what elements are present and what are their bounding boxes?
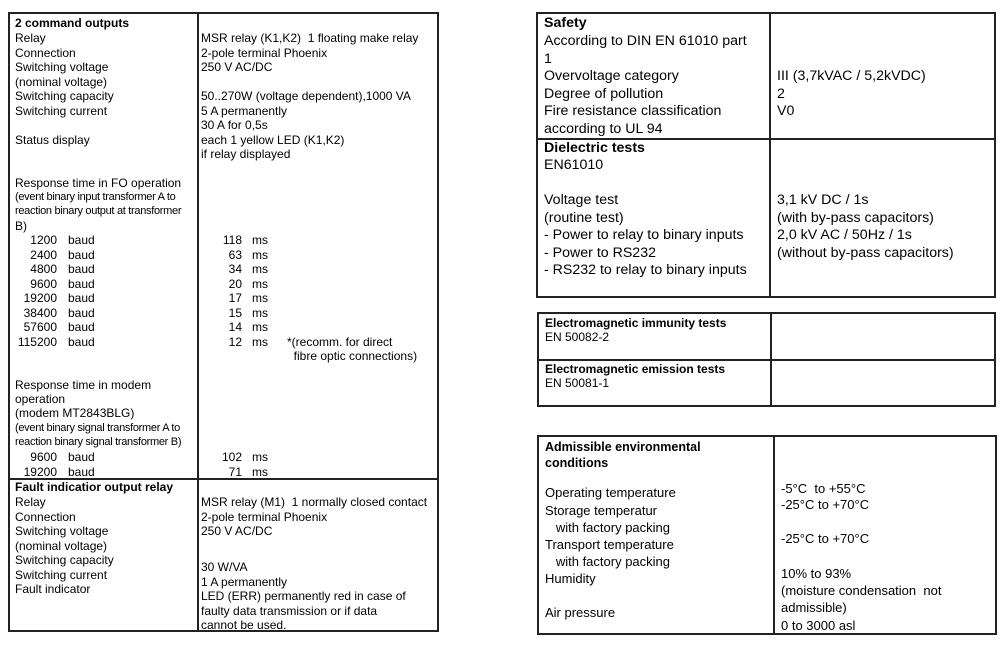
time-unit: ms	[252, 247, 268, 262]
spec-value: cannot be used.	[201, 618, 287, 632]
modem-response-heading-1: Response time in modem	[15, 378, 152, 392]
spec-label: Degree of pollution	[544, 85, 664, 102]
time-unit: ms	[252, 233, 268, 247]
baud-rate: 57600	[23, 320, 57, 334]
baud-row	[15, 262, 282, 277]
em-emission-heading: Electromagnetic emission tests	[545, 362, 726, 376]
response-time: 17	[228, 291, 242, 305]
spec-label: Relay	[15, 495, 46, 509]
spec-value: III (3,7kVAC / 5,2kVDC)	[777, 68, 926, 84]
spec-value: LED (ERR) permanently red in case of	[201, 589, 406, 603]
baud-rate: 4800	[30, 262, 57, 276]
section-heading-dielectric: Dielectric tests	[544, 140, 645, 156]
spec-label: (nominal voltage)	[15, 538, 108, 553]
row-divider	[539, 359, 994, 361]
response-time: 14	[228, 320, 242, 334]
spec-value: 30 A for 0,5s	[201, 118, 268, 132]
column-divider	[769, 14, 771, 296]
baud-rate: 19200	[23, 464, 57, 479]
response-time: 118	[222, 233, 242, 247]
baud-rate: 9600	[30, 276, 57, 291]
time-unit: ms	[252, 334, 268, 349]
spec-label: - Power to relay to binary inputs	[544, 227, 744, 243]
modem-response-note-2: reaction binary signal transformer B)	[15, 436, 182, 448]
baud-rate: 19200	[23, 291, 57, 305]
spec-value: 250 V AC/DC	[201, 524, 273, 538]
env-heading-2: conditions	[545, 456, 609, 470]
em-immunity-heading: Electromagnetic immunity tests	[545, 316, 727, 330]
response-time: 34	[228, 262, 242, 276]
spec-label: according to UL 94	[544, 120, 663, 137]
baud-rate: 2400	[30, 247, 57, 262]
fo-footnote-2: fibre optic connections)	[287, 349, 418, 363]
spec-value: 0 to 3000 asl	[781, 618, 856, 633]
spec-value: MSR relay (M1) 1 normally closed contact	[201, 495, 428, 509]
spec-value: 2-pole terminal Phoenix	[201, 45, 328, 60]
baud-rate: 9600	[30, 450, 57, 464]
spec-label: 1	[544, 50, 552, 67]
response-time: 63	[228, 247, 242, 262]
response-time: 15	[228, 305, 242, 320]
baud-unit: baud	[68, 305, 95, 320]
spec-value: V0	[777, 103, 795, 119]
baud-unit: baud	[68, 233, 95, 247]
em-immunity-standard: EN 50082-2	[545, 330, 610, 344]
spec-value: -25°C to +70°C	[781, 531, 870, 546]
spec-value: 5 A permanently	[201, 103, 288, 118]
spec-value: 2	[777, 85, 785, 102]
baud-rate: 38400	[23, 305, 57, 320]
spec-value: 10% to 93%	[781, 566, 852, 581]
time-unit: ms	[252, 291, 268, 305]
section-heading-command-outputs: 2 command outputs	[15, 16, 130, 30]
response-time: 20	[228, 276, 242, 291]
baud-unit: baud	[68, 276, 95, 291]
baud-row	[15, 306, 282, 321]
time-unit: ms	[252, 450, 268, 464]
spec-value: (with by-pass capacitors)	[777, 209, 934, 226]
spec-label: Switching voltage	[15, 524, 109, 538]
response-time: 102	[221, 450, 242, 464]
spec-label: Humidity	[545, 571, 596, 586]
em-emission-standard: EN 50081-1	[545, 376, 610, 390]
modem-response-note-1: (event binary signal transformer A to	[15, 422, 180, 434]
spec-label: Switching capacity	[15, 553, 114, 567]
baud-row	[15, 248, 282, 263]
modem-response-heading-3: (modem MT2843BLG)	[15, 406, 135, 420]
dielectric-standard: EN61010	[544, 157, 604, 173]
spec-label: (nominal voltage)	[15, 74, 108, 89]
spec-label: Switching current	[15, 567, 108, 582]
fo-response-note-3: B)	[15, 219, 27, 233]
spec-label: Switching voltage	[15, 60, 109, 74]
spec-label: Relay	[15, 31, 46, 45]
spec-value: 1 A permanently	[201, 574, 288, 589]
spec-value: (without by-pass capacitors)	[777, 244, 954, 261]
spec-label: According to DIN EN 61010 part	[544, 33, 747, 49]
spec-label: Switching current	[15, 103, 108, 118]
baud-unit: baud	[68, 464, 95, 479]
fo-response-note-1: (event binary input transformer A to	[15, 191, 176, 203]
baud-unit: baud	[68, 320, 95, 334]
spec-label: (routine test)	[544, 209, 624, 226]
spec-value: (moisture condensation not	[781, 583, 942, 598]
response-time: 71	[228, 464, 242, 479]
time-unit: ms	[252, 305, 268, 320]
spec-label: Overvoltage category	[544, 68, 679, 84]
baud-row	[15, 291, 282, 306]
spec-label: Connection	[15, 509, 76, 524]
spec-value: 2-pole terminal Phoenix	[201, 509, 328, 524]
baud-rate: 1200	[30, 233, 57, 247]
spec-label: with factory packing	[545, 519, 670, 535]
baud-unit: baud	[68, 291, 95, 305]
spec-label: with factory packing	[545, 553, 670, 569]
spec-value: 2,0 kV AC / 50Hz / 1s	[777, 227, 912, 243]
spec-label: Storage temperatur	[545, 503, 658, 518]
section-heading-safety: Safety	[544, 15, 587, 31]
spec-value: MSR relay (K1,K2) 1 floating make relay	[201, 31, 419, 45]
response-time: 12	[228, 334, 242, 349]
fo-response-heading: Response time in FO operation	[15, 176, 182, 190]
baud-unit: baud	[68, 262, 95, 276]
column-divider	[773, 437, 775, 633]
spec-label: Connection	[15, 45, 76, 60]
spec-label: Fire resistance classification	[544, 103, 722, 119]
baud-rate: 115200	[17, 334, 57, 349]
spec-value: each 1 yellow LED (K1,K2)	[201, 132, 345, 147]
baud-unit: baud	[68, 334, 95, 349]
baud-row	[15, 277, 282, 292]
spec-label: Switching capacity	[15, 89, 114, 103]
fo-footnote-1: *(recomm. for direct	[287, 335, 393, 349]
spec-label: Transport temperature	[545, 537, 674, 552]
time-unit: ms	[252, 276, 268, 291]
spec-value: faulty data transmission or if data	[201, 603, 378, 618]
spec-value: -25°C to +70°C	[781, 497, 870, 512]
spec-label: Air pressure	[545, 605, 616, 620]
baud-row	[15, 450, 282, 465]
spec-value: 3,1 kV DC / 1s	[777, 192, 869, 208]
spec-label: Operating temperature	[545, 485, 676, 500]
baud-unit: baud	[68, 247, 95, 262]
spec-value: 50..270W (voltage dependent),1000 VA	[201, 89, 411, 103]
fo-response-note-2: reaction binary output at transformer	[15, 205, 182, 217]
time-unit: ms	[252, 320, 268, 334]
spec-value: -5°C to +55°C	[781, 481, 866, 496]
baud-unit: baud	[68, 450, 95, 464]
env-heading-1: Admissible environmental	[545, 440, 701, 454]
spec-value: admissible)	[781, 600, 847, 615]
spec-label: Voltage test	[544, 192, 619, 208]
modem-response-heading-2: operation	[15, 392, 66, 406]
spec-label: - Power to RS232	[544, 244, 656, 261]
baud-row	[15, 335, 282, 350]
spec-value: if relay displayed	[201, 147, 291, 161]
time-unit: ms	[252, 262, 268, 276]
baud-row	[15, 320, 282, 335]
spec-label: Status display	[15, 132, 90, 147]
spec-label: Fault indicator	[15, 582, 91, 596]
baud-row	[15, 233, 282, 248]
spec-label: - RS232 to relay to binary inputs	[544, 262, 747, 278]
section-heading-fault-relay: Fault indicatior output relay	[15, 480, 174, 494]
spec-value: 250 V AC/DC	[201, 60, 273, 74]
time-unit: ms	[252, 464, 268, 479]
baud-row	[15, 465, 282, 480]
spec-value: 30 W/VA	[201, 560, 248, 574]
